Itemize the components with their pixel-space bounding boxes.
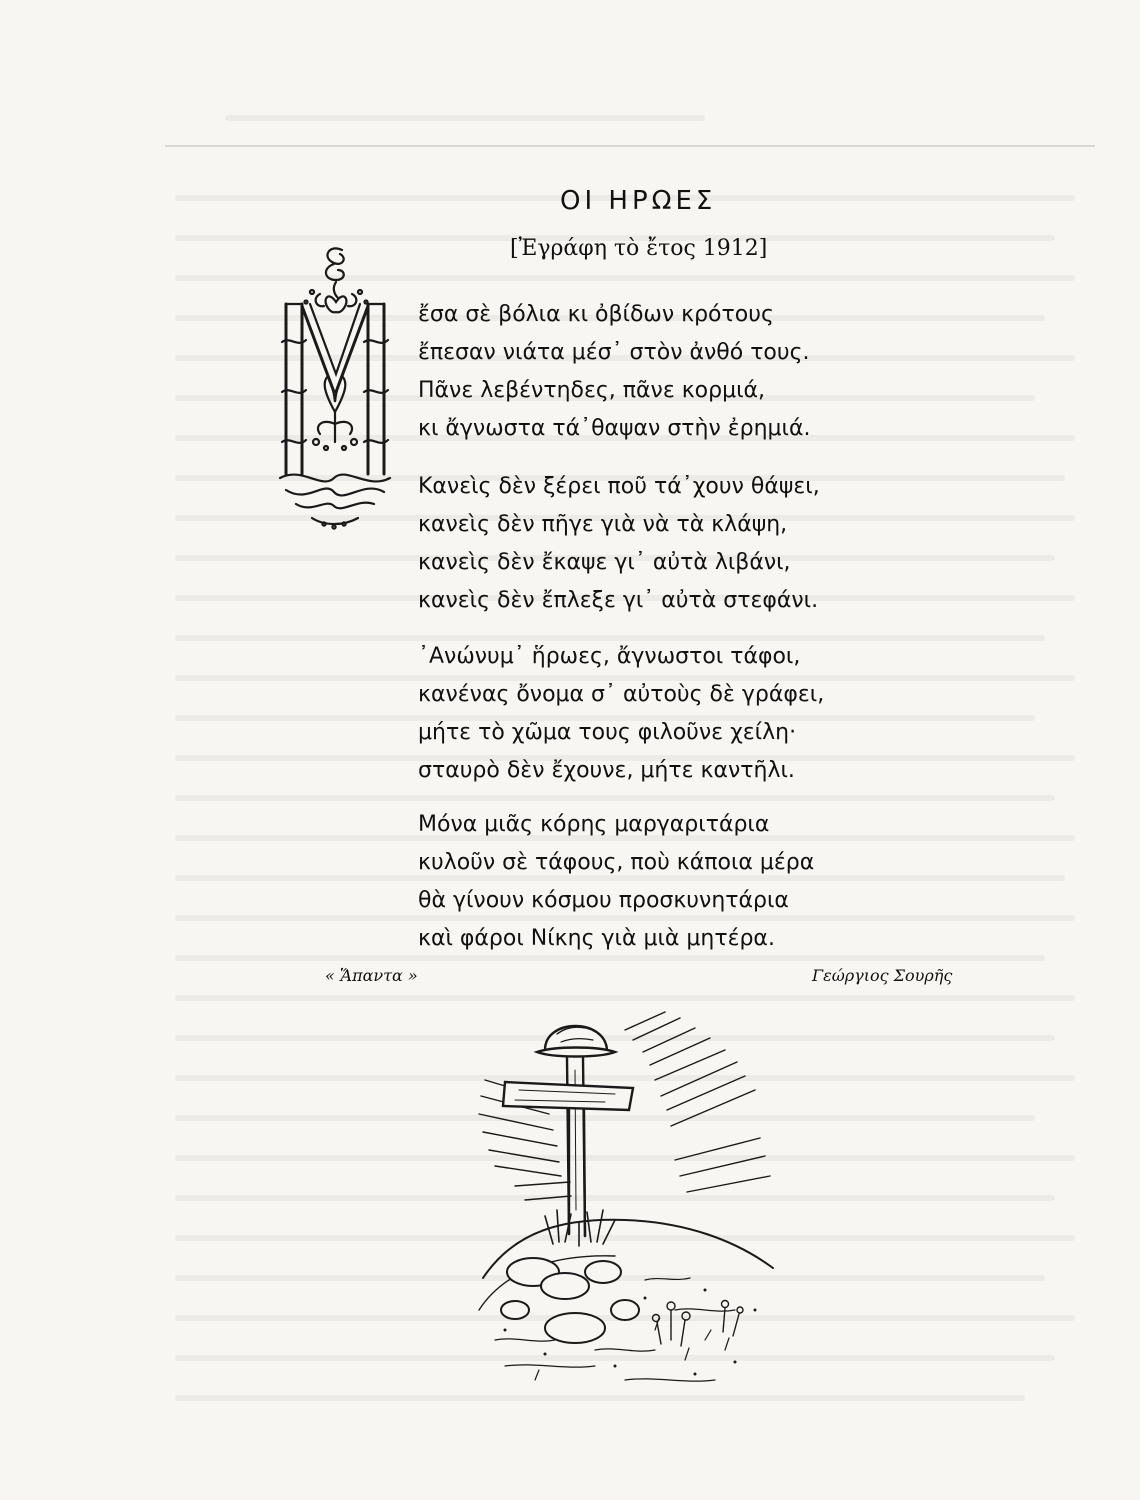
stanza-2 [418, 468, 820, 620]
verse-line: ᾽Ανώνυμ᾽ ἥρωες, ἄγνωστοι τάφοι, [418, 644, 801, 669]
bleed-through-line [175, 995, 1075, 1001]
verse-line: κανένας ὄνομα σ᾽ αὐτοὺς δὲ γράφει, [418, 682, 825, 707]
grave-cross-helmet-icon [475, 1010, 780, 1400]
verse-line: ἔπεσαν νιάτα μέσ᾽ στὸν ἀνθό τους. [418, 340, 810, 365]
stanza-4 [418, 806, 814, 958]
poem-title: ΟΙ ΗΡΩΕΣ [560, 186, 717, 216]
stanza-3 [418, 638, 824, 790]
verse-line: Μόνα μιᾶς κόρης μαργαριτάρια [418, 812, 770, 837]
bleed-through-line [225, 115, 705, 121]
verse-line: κυλοῦν σὲ τάφους, ποὺ κάποια μέρα [418, 850, 815, 875]
verse-line: μήτε τὸ χῶμα τους φιλοῦνε χείλη· [418, 720, 797, 745]
verse-line: καὶ φάροι Νίκης γιὰ μιὰ μητέρα. [418, 926, 775, 951]
running-head-rule [165, 145, 1095, 147]
source-citation: « Ἅπαντα » [325, 966, 418, 985]
verse-line: κανεὶς δὲν ἔπλεξε γι᾽ αὐτὰ στεφάνι. [418, 588, 819, 613]
verse-line: ἔσα σὲ βόλια κι ὀβίδων κρότους [418, 302, 774, 327]
verse-line: Κανεὶς δὲν ξέρει ποῦ τά᾽χουν θάψει, [418, 474, 820, 499]
ornamental-initial-m-icon [272, 242, 397, 530]
verse-line: θὰ γίνουν κόσμου προσκυνητάρια [418, 888, 789, 913]
verse-line: κανεὶς δὲν ἔκαψε γι᾽ αὐτὰ λιβάνι, [418, 550, 791, 575]
bleed-through-line [175, 795, 1055, 801]
verse-line: σταυρὸ δὲν ἔχουνε, μήτε καντῆλι. [418, 758, 795, 783]
stanza-1 [418, 296, 810, 448]
verse-line: κανεὶς δὲν πῆγε γιὰ νὰ τὰ κλάψη, [418, 512, 788, 537]
verse-line: Πᾶνε λεβέντηδες, πᾶνε κορμιά, [418, 378, 766, 403]
author-name: Γεώργιος Σουρῆς [812, 966, 953, 985]
verse-line: κι ἄγνωστα τά᾽θαψαν στὴν ἐρημιά. [418, 416, 811, 441]
poem-subtitle: [Ἐγράφη τὸ ἔτος 1912] [510, 236, 768, 261]
